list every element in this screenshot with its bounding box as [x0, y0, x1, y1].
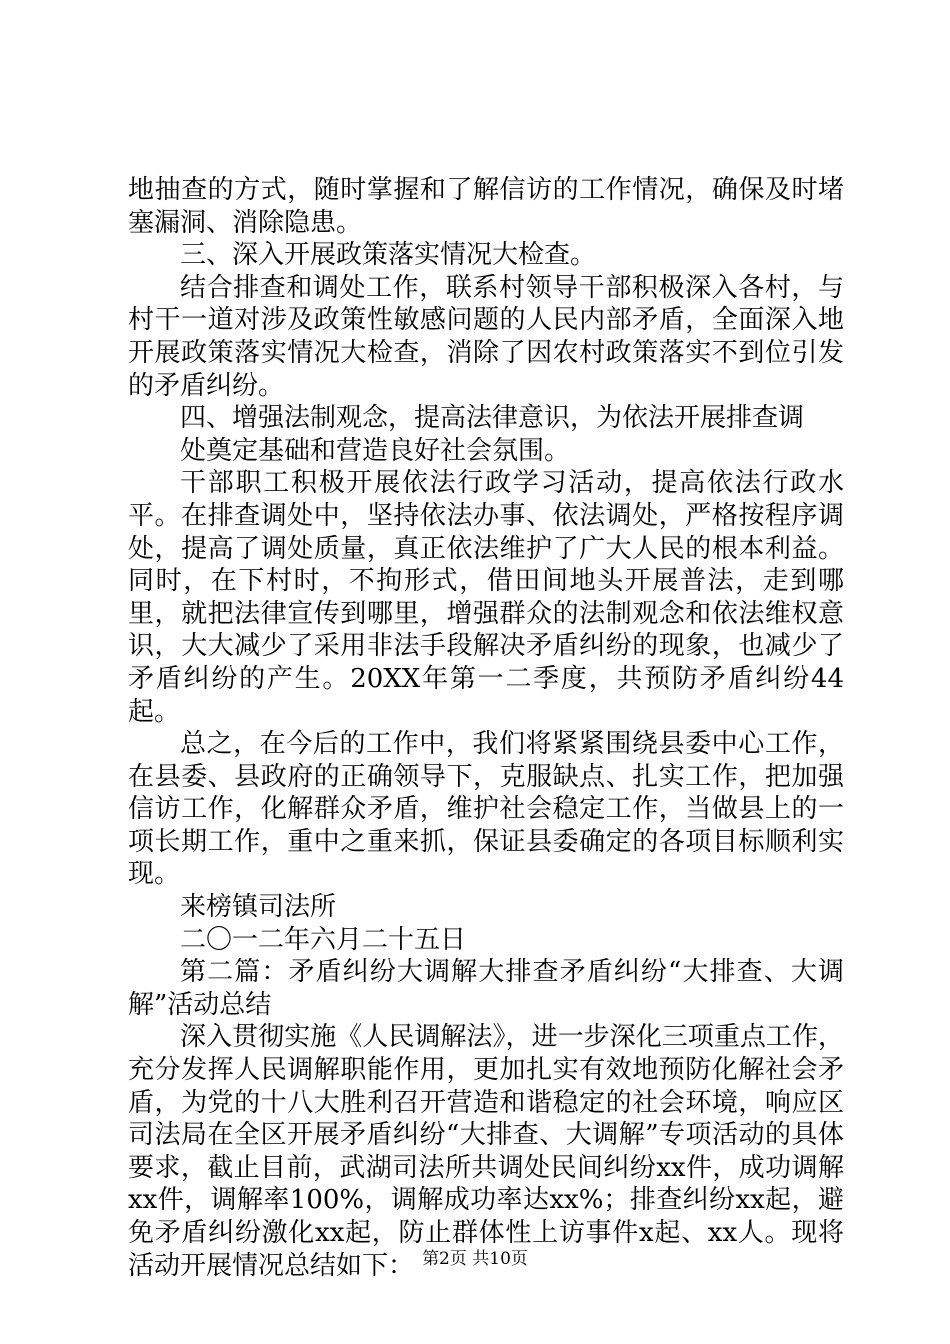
section-heading-continued: 处奠定基础和营造良好社会氛围。	[180, 435, 571, 466]
section-heading: 四、增强法制观念，提高法律意识，为依法开展排查调	[180, 403, 805, 434]
chapter-title: 第二篇：矛盾纠纷大调解大排查矛盾纠纷“大排查、大调解”活动总结	[128, 957, 844, 1020]
signature-date: 二〇一二年六月二十五日	[180, 924, 467, 955]
paragraph: 地抽查的方式，随时掌握和了解信访的工作情况，确保及时堵塞漏洞、消除隐患。	[128, 175, 844, 238]
section-heading: 三、深入开展政策落实情况大检查。	[180, 240, 597, 271]
paragraph: 总之，在今后的工作中，我们将紧紧围绕县委中心工作，在县委、县政府的正确领导下，克服缺点、扎实工作，把加强信访工作，化解群众矛盾，维护社会稳定工作，当做县上的一项长期工作，重中之重来抓，保证县委确定的各项目标顺利实现。	[128, 729, 844, 890]
signature-org: 来榜镇司法所	[180, 892, 337, 923]
paragraph: 干部职工积极开展依法行政学习活动，提高依法行政水平。在排查调处中，坚持依法办事、依法调处，严格按程序调处，提高了调处质量，真正依法维护了广大人民的根本利益。同时，在下村时，不拘形式，借田间地头开展普法，走到哪里，就把法律宣传到哪里，增强群众的法制观念和依法维权意识，大大减少了采用非法手段解决矛盾纠纷的现象，也减少了矛盾纠纷的产生。20XX年第一二季度，共预防矛盾纠纷44起。	[128, 468, 844, 727]
page-footer: 第2页 共10页	[422, 1249, 528, 1269]
paragraph: 结合排查和调处工作，联系村领导干部积极深入各村，与村干一道对涉及政策性敏感问题的人民内部矛盾，全面深入地开展政策落实情况大检查，消除了因农村政策落实不到位引发的矛盾纠纷。	[128, 272, 844, 401]
paragraph: 深入贯彻实施《人民调解法》，进一步深化三项重点工作，充分发挥人民调解职能作用，更加扎实有效地预防化解社会矛盾，为党的十八大胜利召开营造和谐稳定的社会环境，响应区司法局在全区开展矛盾纠纷“大排查、大调解”专项活动的具体要求，截止目前，武湖司法所共调处民间纠纷xx件，成功调解xx件，调解率100%，调解成功率达xx%；排查纠纷xx起，避免矛盾纠纷激化xx起，防止群体性上访事件x起、xx人。现将活动开展情况总结如下：	[128, 1022, 844, 1281]
document-body	[128, 174, 844, 1282]
